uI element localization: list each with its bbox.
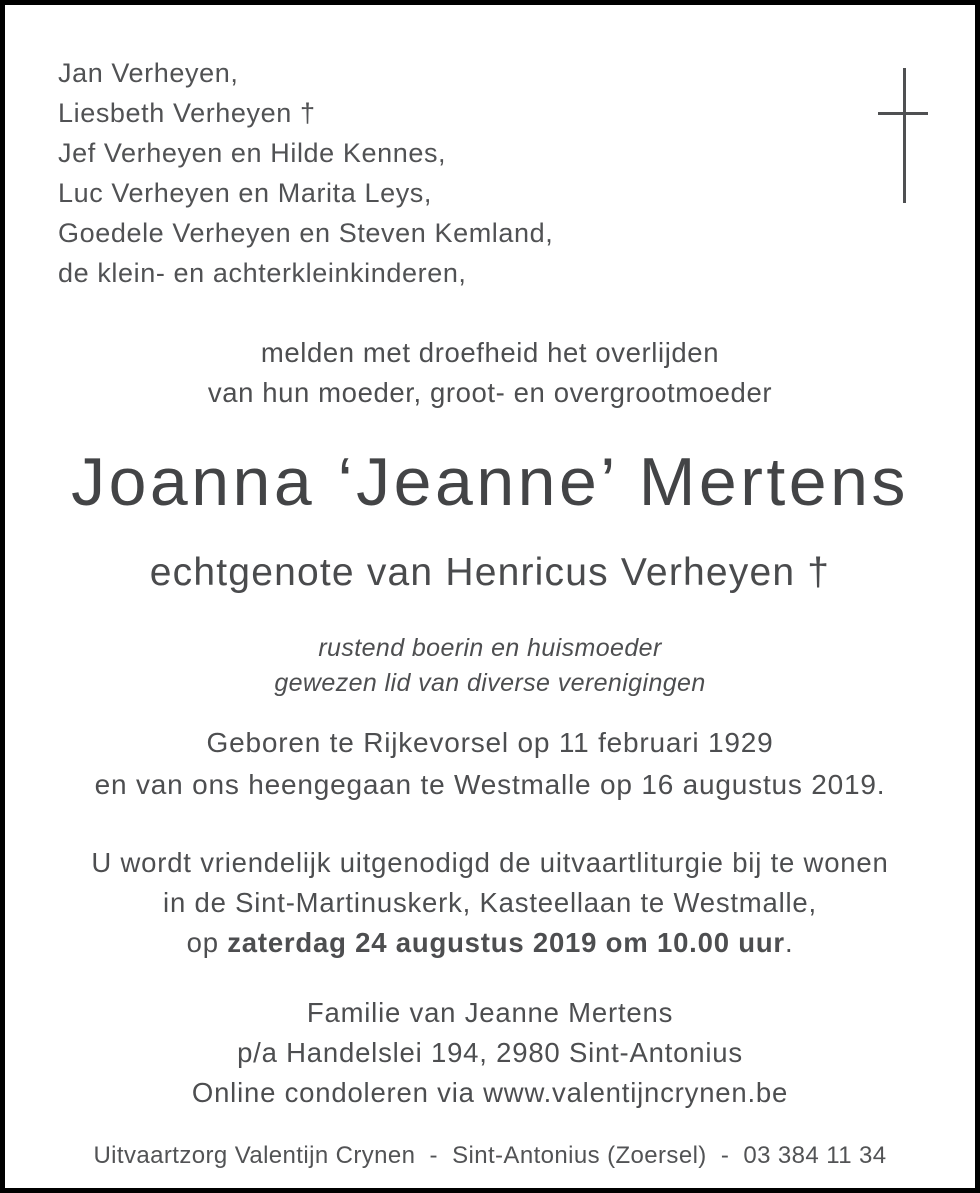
life-summary <box>5 631 975 701</box>
spouse-line: echtgenote van Henricus Verheyen † <box>149 551 831 594</box>
announcement-intro-line: van hun moeder, groot- en overgrootmoeder <box>207 377 773 408</box>
invitation-line: in de Sint-Martinuskerk, Kasteellaan te Westmalle, <box>163 887 817 918</box>
family-list-line: Jef Verheyen en Hilde Kennes, <box>58 138 447 168</box>
invitation-date-prefix: op <box>186 927 228 958</box>
family-list <box>58 53 553 293</box>
family-list-line: Goedele Verheyen en Steven Kemland, <box>58 218 554 248</box>
announcement-intro-line: melden met droefheid het overlijden <box>260 337 720 368</box>
cross-horizontal-bar <box>878 112 928 115</box>
family-list-line: Liesbeth Verheyen † <box>58 98 316 128</box>
cross-icon <box>878 68 928 203</box>
birth-death <box>5 722 975 806</box>
funeral-home-footer: Uitvaartzorg Valentijn Crynen - Sint-Antonius (Zoersel) - 03 384 11 34 <box>93 1142 887 1169</box>
death-line: en van ons heengegaan te Westmalle op 16 augustus 2019. <box>94 769 886 800</box>
life-summary-line: rustend boerin en huismoeder <box>318 634 662 662</box>
cross-vertical-bar <box>903 68 906 203</box>
family-list-line: de klein- en achterkleinkinderen, <box>58 258 467 288</box>
birth-line: Geboren te Rijkevorsel op 11 februari 1929 <box>206 727 774 758</box>
announcement-intro <box>5 333 975 413</box>
invitation-line: U wordt vriendelijk uitgenodigd de uitvaartliturgie bij te wonen <box>91 847 889 878</box>
deceased-name: Joanna ‘Jeanne’ Mertens <box>71 444 909 520</box>
invitation-date-bold: zaterdag 24 augustus 2019 om 10.00 uur <box>227 927 785 958</box>
contact-condolence-line: Online condoleren via www.valentijncrynen.be <box>191 1077 789 1108</box>
family-list-line: Jan Verheyen, <box>58 58 239 88</box>
contact-address-line: p/a Handelslei 194, 2980 Sint-Antonius <box>237 1037 743 1068</box>
life-summary-line: gewezen lid van diverse verenigingen <box>274 669 706 697</box>
invitation-date-suffix: . <box>784 927 794 958</box>
invitation-date-line <box>5 923 975 963</box>
family-contact <box>5 993 975 1113</box>
funeral-invitation <box>5 843 975 963</box>
contact-family-line: Familie van Jeanne Mertens <box>306 997 674 1028</box>
family-list-line: Luc Verheyen en Marita Leys, <box>58 178 433 208</box>
